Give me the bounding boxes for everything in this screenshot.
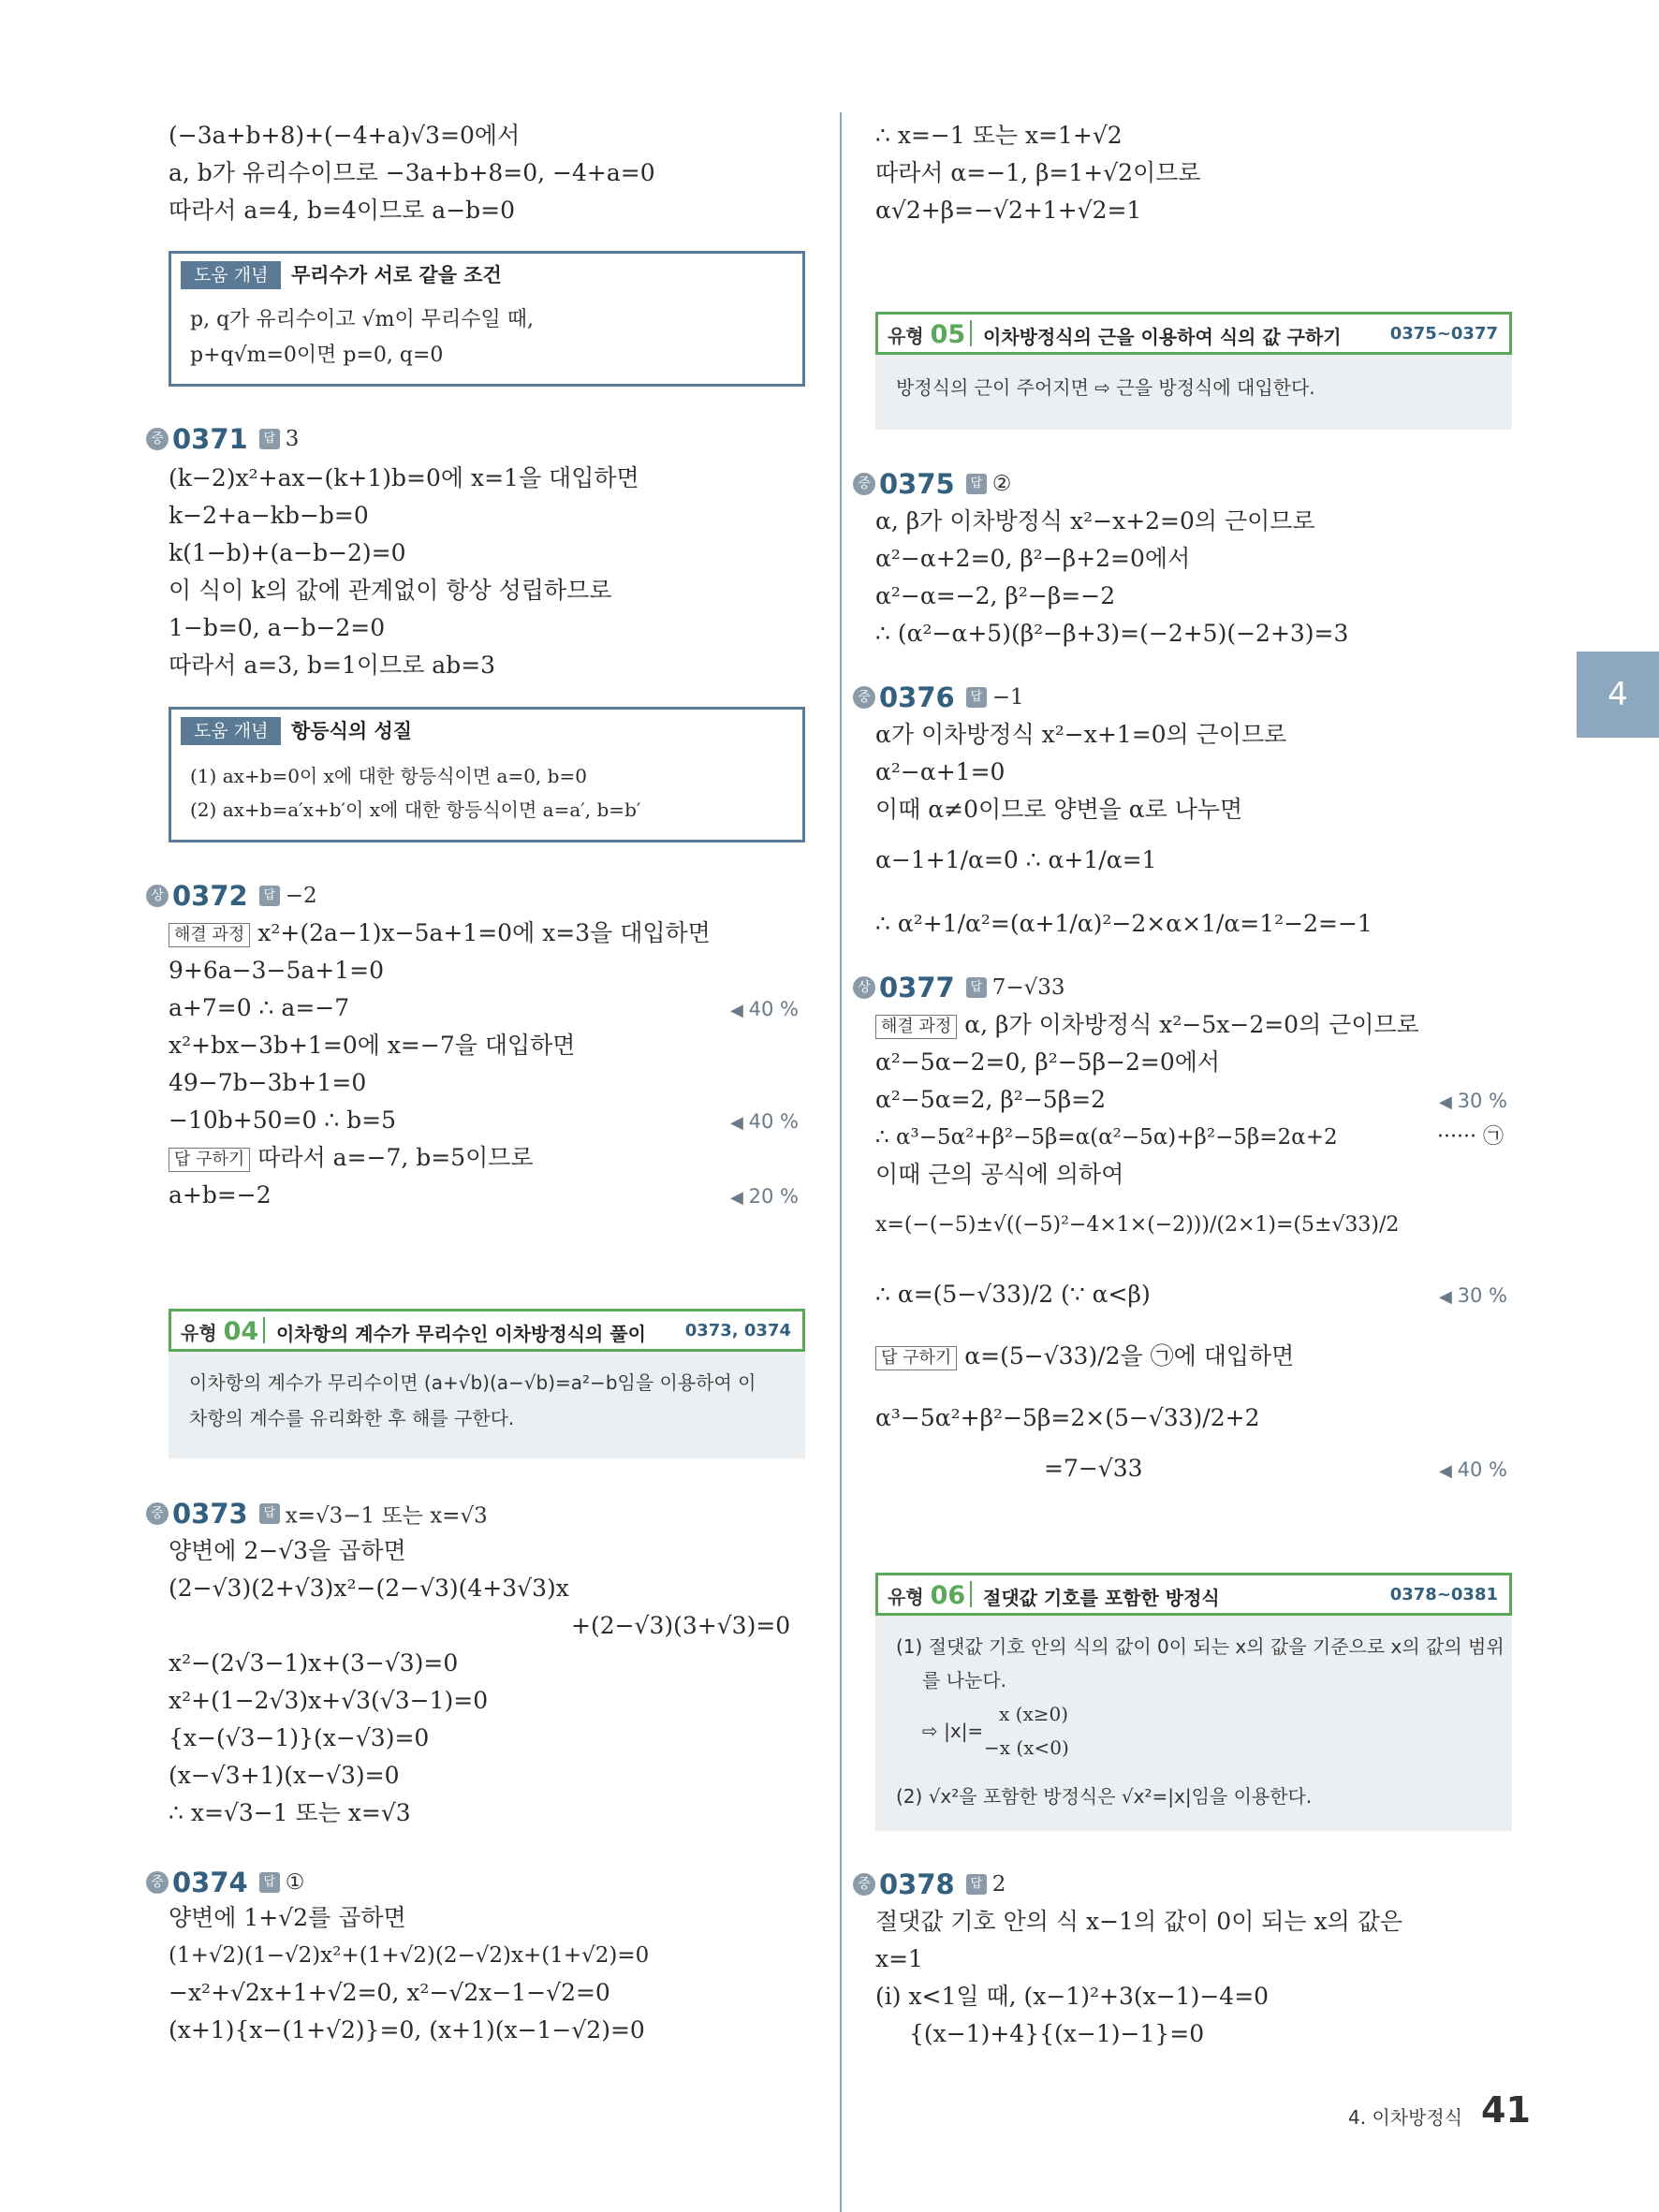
text-line: 이 식이 k의 값에 관계없이 항상 성립하므로 [169,577,612,604]
text-span: α=(5−√33)/2을 ㉠에 대입하면 [964,1342,1295,1370]
text-line: 절댓값 기호 안의 식 x−1의 값이 0이 되는 x의 값은 [875,1908,1403,1935]
type-body [875,355,1512,430]
text-span: α, β가 이차방정식 x²−5x−2=0의 근이므로 [964,1011,1419,1038]
type-separator [970,320,972,346]
problem-number: 0372 [172,880,248,912]
answer-value: 3 [285,427,300,451]
answer-badge: 답 [966,1874,987,1895]
problem-header-0378 [853,1868,1006,1900]
type-label-text: 유형 [181,1322,217,1344]
text-line: α, β가 이차방정식 x²−x+2=0의 근이므로 [875,507,1315,535]
answer-badge: 답 [259,429,280,449]
type-title: 이차방정식의 근을 이용하여 식의 값 구하기 [983,326,1342,348]
answer-value: 7−√33 [991,975,1065,1000]
type-line: 차항의 계수를 유리화한 후 해를 구한다. [189,1407,515,1429]
type-line: (1) 절댓값 기호 안의 식의 값이 0이 되는 x의 값을 기준으로 x의 값의 범위 [896,1635,1505,1658]
type-body [169,1352,805,1458]
type-separator [970,1581,972,1607]
chapter-tab: 4 [1577,652,1659,738]
text-line: =7−√33 [1044,1455,1143,1482]
type-line: 방정식의 근이 주어지면 ⇨ 근을 방정식에 대입한다. [896,376,1315,399]
answer-value: ① [285,1870,305,1895]
text-line: 9+6a−3−5a+1=0 [169,957,384,984]
text-line: {x−(√3−1)}(x−√3)=0 [169,1724,430,1751]
text-line: α²−α+1=0 [875,758,1006,785]
problem-header-0373 [146,1498,488,1530]
text-line: x²−(2√3−1)x+(3−√3)=0 [169,1649,459,1677]
text-line: {(x−1)+4}{(x−1)−1}=0 [909,2020,1205,2047]
text-line: α√2+β=−√2+1+√2=1 [875,197,1142,224]
type-title: 이차항의 계수가 무리수인 이차방정식의 풀이 [276,1323,646,1345]
answer-badge: 답 [259,886,280,906]
concept-line: p, q가 유리수이고 √m이 무리수일 때, [190,308,535,331]
score-percent: ◀ 20 % [730,1185,799,1208]
text-line: k−2+a−kb−b=0 [169,502,369,529]
answer-badge: 답 [966,687,987,708]
text-line: 따라서 a=3, b=1이므로 ab=3 [169,652,496,679]
text-line: α²−α=−2, β²−β=−2 [875,582,1116,609]
type-box-06 [875,1573,1512,1831]
get-answer-tag: 답 구하기 [169,1148,250,1172]
concept-tab: 도움 개념 [181,717,281,745]
text-line: (2−√3)(2+√3)x²−(2−√3)(4+3√3)x [169,1575,569,1602]
type-label [888,1581,965,1610]
text-line [875,1340,1294,1372]
problem-header-0371 [146,423,299,455]
text-line: ∴ (α²−α+5)(β²−β+3)=(−2+5)(−2+3)=3 [875,620,1349,647]
text-line: (i) x<1일 때, (x−1)²+3(x−1)−4=0 [875,1983,1270,2010]
problem-number: 0374 [172,1867,248,1898]
concept-title: 항등식의 성질 [291,720,413,742]
text-line: k(1−b)+(a−b−2)=0 [169,539,406,566]
concept-title: 무리수가 서로 같을 조건 [291,264,502,286]
type-number: 06 [930,1581,966,1610]
text-line: ∴ α³−5α²+β²−5β=α(α²−5α)+β²−5β=2α+2 [875,1125,1338,1150]
text-line: a, b가 유리수이므로 −3a+b+8=0, −4+a=0 [169,159,655,186]
problem-number: 0378 [879,1868,955,1900]
text-line: 양변에 2−√3을 곱하면 [169,1537,406,1564]
type-line: −x (x<0) [984,1736,1069,1759]
text-line [169,917,711,949]
problem-header-0375 [853,468,1011,500]
type-number: 04 [223,1317,259,1346]
concept-box-irrational [169,251,805,387]
level-badge: 중 [853,473,875,495]
problem-number: 0377 [879,972,955,1003]
type-label [181,1317,258,1346]
text-line: (k−2)x²+ax−(k+1)b=0에 x=1을 대입하면 [169,464,639,491]
text-line: +(2−√3)(3+√3)=0 [571,1612,791,1639]
type-range: 0375~0377 [1389,324,1498,344]
text-line: 이때 근의 공식에 의하여 [875,1161,1124,1188]
type-label-text: 유형 [888,1586,924,1608]
text-line: 따라서 α=−1, β=1+√2이므로 [875,159,1201,186]
level-badge: 중 [853,1873,875,1896]
type-header [875,312,1512,355]
text-line: ∴ α²+1/α²=(α+1/α)²−2×α×1/α=1²−2=−1 [875,910,1373,937]
problem-header-0377 [853,972,1065,1003]
score-percent: ◀ 40 % [1439,1458,1507,1481]
type-title: 절댓값 기호를 포함한 방정식 [983,1587,1220,1609]
type-line: x (x≥0) [999,1703,1069,1725]
text-line: x²+(1−2√3)x+√3(√3−1)=0 [169,1687,489,1714]
text-line: x=1 [875,1945,923,1972]
footer-chapter: 4. 이차방정식 [1348,2106,1463,2129]
problem-number: 0376 [879,681,955,713]
text-line: ∴ α=(5−√33)/2 (∵ α<β) [875,1281,1151,1308]
text-span: 따라서 a=−7, b=5이므로 [257,1144,534,1171]
concept-line: (1) ax+b=0이 x에 대한 항등식이면 a=0, b=0 [190,765,587,787]
type-box-05 [875,312,1512,430]
text-line: α²−α+2=0, β²−β+2=0에서 [875,545,1191,572]
score-percent: ◀ 30 % [1439,1284,1507,1307]
text-line: (x−√3+1)(x−√3)=0 [169,1762,400,1789]
level-badge: 상 [146,885,169,907]
column-divider [840,112,842,2212]
type-line: 를 나눈다. [922,1669,1006,1692]
text-line: a+7=0 ∴ a=−7 [169,994,350,1021]
text-line: (1+√2)(1−√2)x²+(1+√2)(2−√2)x+(1+√2)=0 [169,1943,650,1968]
type-box-04 [169,1309,805,1458]
problem-number: 0375 [879,468,955,500]
type-line: ⇨ |x|= [922,1720,984,1742]
equation-marker: ······ ㉠ [1437,1125,1504,1149]
answer-value: 2 [991,1872,1006,1897]
concept-box-identity [169,707,805,842]
text-line: x²+bx−3b+1=0에 x=−7을 대입하면 [169,1032,576,1059]
type-header [169,1309,805,1352]
type-number: 05 [930,320,966,349]
text-line: (x+1){x−(1+√2)}=0, (x+1)(x−1−√2)=0 [169,2016,645,2044]
text-line: α³−5α²+β²−5β=2×(5−√33)/2+2 [875,1404,1260,1431]
text-line: 이때 α≠0이므로 양변을 α로 나누면 [875,796,1243,823]
text-line: −10b+50=0 ∴ b=5 [169,1106,397,1134]
text-line [169,1142,534,1174]
level-badge: 중 [146,1502,169,1525]
solve-process-tag: 해결 과정 [875,1015,957,1039]
answer-value: x=√3−1 또는 x=√3 [285,1503,488,1529]
answer-value: −2 [285,884,317,908]
text-line: a+b=−2 [169,1181,272,1209]
score-percent: ◀ 30 % [1439,1090,1507,1112]
text-line: α−1+1/α=0 ∴ α+1/α=1 [875,846,1157,873]
type-line: (2) √x²을 포함한 방정식은 √x²=|x|임을 이용한다. [896,1785,1313,1808]
text-line: 49−7b−3b+1=0 [169,1069,367,1096]
answer-badge: 답 [966,474,987,494]
type-body [875,1616,1512,1831]
type-range: 0373, 0374 [684,1321,791,1340]
problem-header-0372 [146,880,317,912]
type-header [875,1573,1512,1616]
answer-badge: 답 [259,1503,280,1524]
answer-value: ② [991,472,1012,496]
type-label-text: 유형 [888,325,924,347]
text-line: (−3a+b+8)+(−4+a)√3=0에서 [169,122,521,149]
level-badge: 중 [853,686,875,709]
answer-badge: 답 [966,977,987,998]
level-badge: 중 [146,1871,169,1894]
get-answer-tag: 답 구하기 [875,1346,957,1370]
text-line [875,1009,1419,1041]
answer-value: −1 [991,685,1024,710]
problem-number: 0371 [172,423,248,455]
text-line: ∴ x=√3−1 또는 x=√3 [169,1799,411,1826]
text-line: ∴ x=−1 또는 x=1+√2 [875,122,1123,149]
solve-process-tag: 해결 과정 [169,923,250,947]
text-line: α²−5α−2=0, β²−5β−2=0에서 [875,1048,1221,1076]
type-range: 0378~0381 [1389,1585,1498,1604]
concept-tab: 도움 개념 [181,261,281,289]
text-line: 1−b=0, a−b−2=0 [169,614,386,641]
level-badge: 상 [853,976,875,999]
problem-number: 0373 [172,1498,248,1530]
type-label [888,320,965,349]
text-line: −x²+√2x+1+√2=0, x²−√2x−1−√2=0 [169,1979,610,2006]
score-percent: ◀ 40 % [730,1110,799,1133]
concept-line: (2) ax+b=a′x+b′이 x에 대한 항등식이면 a=a′, b=b′ [190,798,641,821]
type-separator [263,1317,265,1343]
concept-line: p+q√m=0이면 p=0, q=0 [190,344,444,367]
text-line: 따라서 a=4, b=4이므로 a−b=0 [169,197,516,224]
score-percent: ◀ 40 % [730,998,799,1020]
problem-header-0374 [146,1867,304,1898]
page-number: 41 [1481,2089,1531,2131]
type-line: 이차항의 계수가 무리수이면 (a+√b)(a−√b)=a²−b임을 이용하여 이 [189,1371,756,1394]
text-line: α²−5α=2, β²−5β=2 [875,1086,1107,1113]
text-line: x=(−(−5)±√((−5)²−4×1×(−2)))/(2×1)=(5±√33)/2 [875,1213,1400,1237]
answer-badge: 답 [259,1872,280,1893]
text-span: x²+(2a−1)x−5a+1=0에 x=3을 대입하면 [257,919,711,946]
text-line: 양변에 1+√2를 곱하면 [169,1904,406,1931]
problem-header-0376 [853,681,1024,713]
level-badge: 중 [146,428,169,450]
text-line: α가 이차방정식 x²−x+1=0의 근이므로 [875,721,1287,748]
